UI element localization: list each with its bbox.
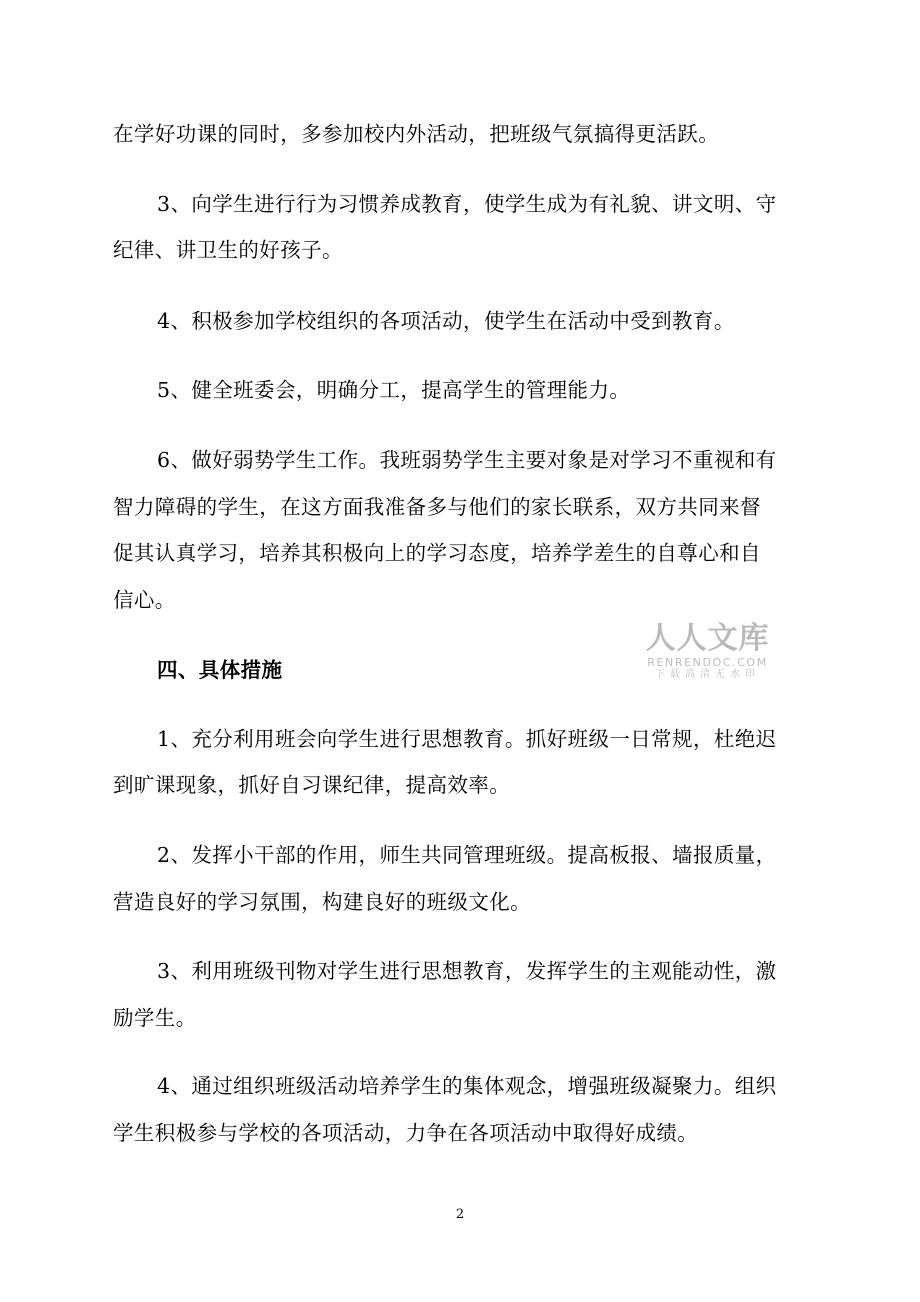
watermark-title: 人人文库 [645,621,770,656]
page-number: 2 [455,1207,465,1222]
paragraph-line: 3、向学生进行行为习惯养成教育，使学生成为有礼貌、讲文明、守 [157,192,777,216]
paragraph-line: 促其认真学习，培养其积极向上的学习态度，培养学差生的自尊心和自 [113,541,761,565]
watermark-subtitle: 下载高清无水印 [655,669,760,680]
paragraph-line: 4、积极参加学校组织的各项活动，使学生在活动中受到教育。 [157,309,735,333]
paragraph-line: 到旷课现象，抓好自习课纪律，提高效率。 [113,773,511,797]
paragraph-line: 学生积极参与学校的各项活动，力争在各项活动中取得好成绩。 [113,1121,699,1145]
paragraph-line: 励学生。 [113,1006,197,1030]
paragraph-line: 3、利用班级刊物对学生进行思想教育，发挥学生的主观能动性，激 [157,959,777,983]
paragraph-line: 纪律、讲卫生的好孩子。 [113,238,343,262]
paragraph-line: 2、发挥小干部的作用，师生共同管理班级。提高板报、墙报质量， [157,843,777,867]
paragraph-line: 营造良好的学习氛围，构建良好的班级文化。 [113,890,531,914]
watermark-domain: RENRENDOC.COM [647,656,768,669]
paragraph-line: 1、充分利用班会向学生进行思想教育。抓好班级一日常规，杜绝迟 [157,727,777,751]
paragraph-line: 6、做好弱势学生工作。我班弱势学生主要对象是对学习不重视和有 [157,448,777,472]
paragraph-line: 5、健全班委会，明确分工，提高学生的管理能力。 [157,378,631,402]
paragraph-line: 在学好功课的同时，多参加校内外活动，把班级气氛搞得更活跃。 [113,122,720,146]
paragraph-line: 智力障碍的学生，在这方面我准备多与他们的家长联系，双方共同来督 [113,495,761,519]
paragraph-line: 4、通过组织班级活动培养学生的集体观念，增强班级凝聚力。组织 [157,1074,777,1098]
section-heading: 四、具体措施 [157,658,283,682]
paragraph-line: 信心。 [113,588,176,612]
watermark-logo [640,622,775,684]
